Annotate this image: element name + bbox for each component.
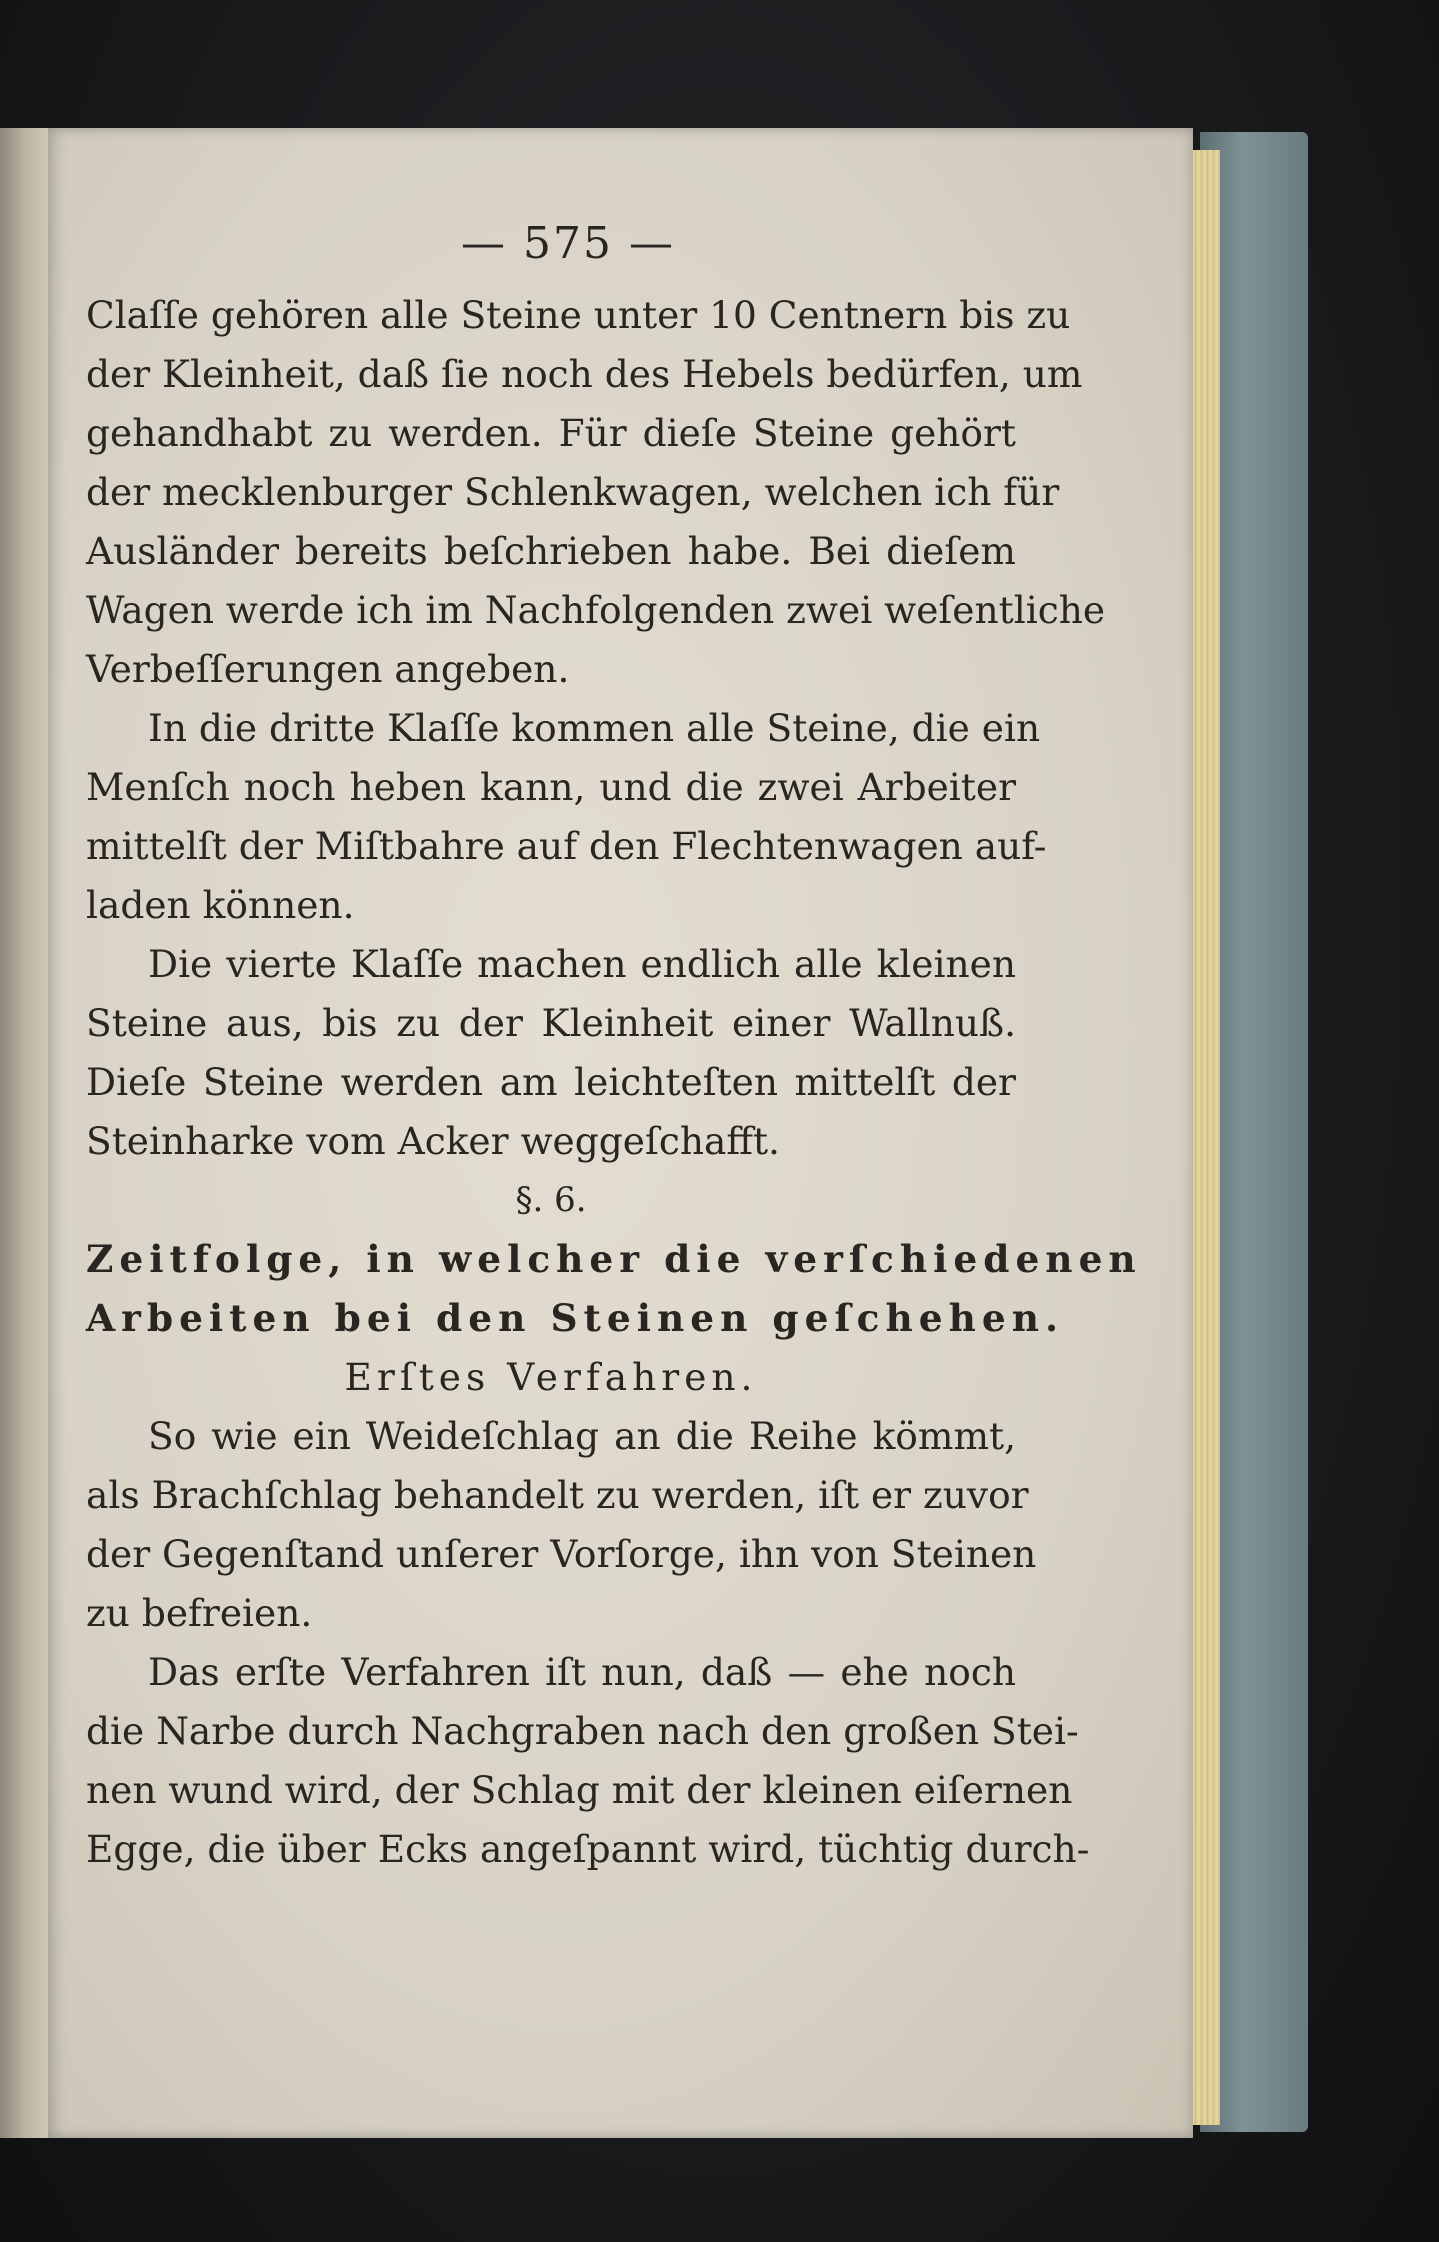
text-line: laden können. (86, 883, 355, 927)
text-line: Verbeſſerungen angeben. (86, 647, 570, 691)
text-line: Steinharke vom Acker weggeſchafft. (86, 1119, 780, 1163)
subsection-heading: Erſtes Verfahren. (344, 1355, 758, 1399)
text-line: als Brachſchlag behandelt zu werden, iſt er zuvor (86, 1473, 1029, 1517)
text-line: der Kleinheit, daß ſie noch des Hebels bedürfen, um (86, 352, 1083, 396)
text-line: nen wund wird, der Schlag mit der kleinen eiſernen (86, 1768, 1073, 1812)
section-heading-line: Zeitfolge, in welcher die verſchiedenen (86, 1237, 1142, 1281)
text-line: Wagen werde ich im Nachfolgenden zwei weſentliche (86, 588, 1106, 632)
text-line: der Gegenſtand unſerer Vorſorge, ihn von Steinen (86, 1532, 1037, 1576)
text-line: Steine aus, bis zu der Kleinheit einer Wallnuß. (86, 1001, 1016, 1045)
book-page (48, 128, 1193, 2138)
left-page-edge (0, 128, 48, 2138)
text-line: Das erſte Verfahren iſt nun, daß — ehe noch (148, 1650, 1016, 1694)
text-block (86, 286, 1142, 1879)
text-line: die Narbe durch Nachgraben nach den großen Stei- (86, 1709, 1079, 1753)
text-line: Claſſe gehören alle Steine unter 10 Centnern bis zu (86, 293, 1071, 337)
text-line: In die dritte Klaſſe kommen alle Steine, die ein (148, 706, 1041, 750)
text-line: Menſch noch heben kann, und die zwei Arbeiter (86, 765, 1016, 809)
page-number: — 575 — (461, 218, 675, 269)
text-line: Ausländer bereits beſchrieben habe. Bei dieſem (86, 529, 1016, 573)
text-line: gehandhabt zu werden. Für dieſe Steine gehört (86, 411, 1016, 455)
text-line: Egge, die über Ecks angeſpannt wird, tüchtig durch- (86, 1827, 1090, 1871)
section-heading-line: Arbeiten bei den Steinen geſchehen. (86, 1296, 1065, 1340)
text-line: Dieſe Steine werden am leichteſten mittelſt der (86, 1060, 1016, 1104)
text-line: der mecklenburger Schlenkwagen, welchen ich für (86, 470, 1060, 514)
text-line: Die vierte Klaſſe machen endlich alle kleinen (148, 942, 1016, 986)
text-line: mittelſt der Miſtbahre auf den Flechtenwagen auf- (86, 824, 1047, 868)
section-number: §. 6. (515, 1180, 587, 1220)
text-line: So wie ein Weideſchlag an die Reihe kömmt, (148, 1414, 1016, 1458)
text-line: zu befreien. (86, 1591, 313, 1635)
